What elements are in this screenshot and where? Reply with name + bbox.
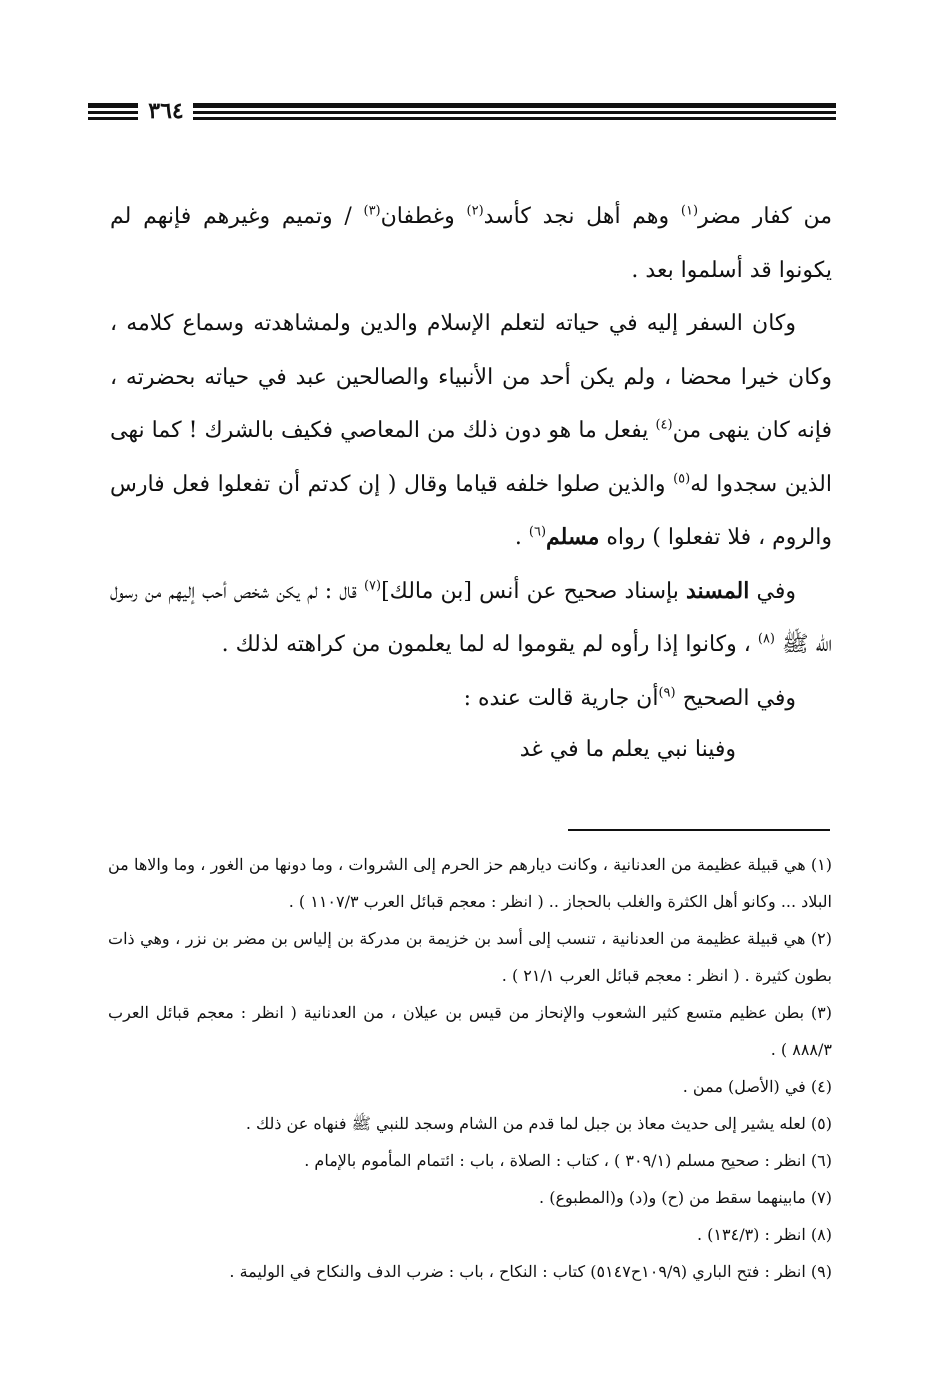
paragraph-text: من كفار مضر xyxy=(698,204,832,229)
footnote-3: (٣) بطن عظيم متسع كثير الشعوب والإنحاز من قيس بن عيلان ، من العدنانية ( انظر : معجم قبائل العرب ٨٨٨/٣ ) . xyxy=(108,1003,832,1059)
footnote-ref[interactable]: (٤) xyxy=(655,417,673,433)
footnote-2: (٢) هي قبيلة عظيمة من العدنانية ، تنسب إلى أسد بن خزيمة بن مدركة بن إلياس بن مضر بن نزر ، وهي ذات بطون كثيرة . ( انظر : معجم قبائل العرب ٢١/١ ) . xyxy=(108,929,832,985)
footnotes xyxy=(108,846,832,1290)
paragraph-1 xyxy=(110,190,832,297)
footnote-ref[interactable]: (٦) xyxy=(528,524,547,540)
paragraph-2 xyxy=(110,297,832,565)
footnote-ref[interactable]: (٥) xyxy=(673,471,691,487)
paragraph-text: . xyxy=(514,525,529,550)
paragraph-text: يفعل ما هو دون ذلك من المعاصي فكيف بالشرك ! كما نهى الذين سجدوا له xyxy=(110,418,832,497)
paragraph-text: وهم أهل نجد كأسد xyxy=(483,204,681,229)
page-number: ٣٦٤ xyxy=(148,98,184,124)
footnote-8: (٨) انظر : (١٣٤/٣) . xyxy=(696,1225,832,1244)
footnote-9: (٩) انظر : فتح الباري (١٠٩/٩ح٥١٤٧) كتاب : النكاح ، باب : ضرب الدف والنكاح في الوليمة . xyxy=(229,1262,832,1281)
paragraph-text: وغطفان xyxy=(380,204,467,229)
paragraph-text: قال : لم يكن شخص أحب إليهم من رسول الله ﷺ xyxy=(110,578,832,657)
main-text xyxy=(110,190,832,775)
header-rule-left xyxy=(88,103,138,121)
header-rule-right xyxy=(193,103,836,121)
page-header xyxy=(88,95,836,129)
footnote-ref[interactable]: (٩) xyxy=(658,685,676,701)
paragraph-text: / وتميم وغيرهم فإنهم لم يكونوا قد أسلموا بعد . xyxy=(110,204,832,283)
footnote-ref[interactable]: (٧) xyxy=(363,578,382,594)
paragraph-text: وكان السفر إليه في حياته لتعلم الإسلام والدين ولمشاهدته وسماع كلامه ، وكان خيرا محضا ، ولم يكن أحد من الأنبياء والصالحين عبد في حياته بحضرته ، فإنه كان ينهى من xyxy=(110,311,832,443)
footnote-ref[interactable]: (١) xyxy=(680,203,699,219)
paragraph-text: بإسناد صحيح عن أنس [بن مالك] xyxy=(381,578,686,604)
paragraph-text: ، وكانوا إذا رأوه لم يقوموا له لما يعلمون من كراهته لذلك . xyxy=(221,632,758,657)
verse-line: وفينا نبي يعلم ما في غد xyxy=(519,737,736,762)
footnote-1: (١) هي قبيلة عظيمة من العدنانية ، وكانت ديارهم حز الحرم إلى الشروات ، وما دونها من الغور ، وما والاها من البلاد ... وكانو أهل الكثرة والغلب بالحجاز .. ( انظر : معجم قبائل العرب ١١٠٧/٣ ) . xyxy=(108,855,833,911)
footnote-ref[interactable]: (٣) xyxy=(363,203,381,219)
footnote-separator xyxy=(568,829,830,831)
paragraph-text: وفي xyxy=(749,578,796,604)
source-name: المسند xyxy=(686,577,750,604)
footnote-ref[interactable]: (٢) xyxy=(466,203,484,219)
footnote-4: (٤) في (الأصل) ممن . xyxy=(682,1077,832,1096)
footnote-7: (٧) مابينهما سقط من (ح) و(د) و(المطبوع) . xyxy=(539,1188,832,1207)
paragraph-3 xyxy=(110,565,832,672)
paragraph-4 xyxy=(110,672,832,726)
footnote-5: (٥) لعله يشير إلى حديث معاذ بن جبل لما قدم من الشام وسجد للنبي ﷺ فنهاه عن ذلك . xyxy=(245,1114,832,1133)
footnote-ref[interactable]: (٨) xyxy=(757,631,775,647)
paragraph-text: والذين صلوا خلفه قياما وقال ( إن كدتم أن تفعلوا فعل فارس والروم ، فلا تفعلوا ) رواه xyxy=(110,471,832,550)
paragraph-text: وفي الصحيح xyxy=(675,685,796,711)
source-name: مسلم xyxy=(546,524,600,550)
footnote-6: (٦) انظر : صحيح مسلم (٣٠٩/١ ) ، كتاب : الصلاة ، باب : ائتمام المأموم بالإمام . xyxy=(304,1151,832,1170)
paragraph-text: أن جارية قالت عنده : xyxy=(463,685,659,711)
